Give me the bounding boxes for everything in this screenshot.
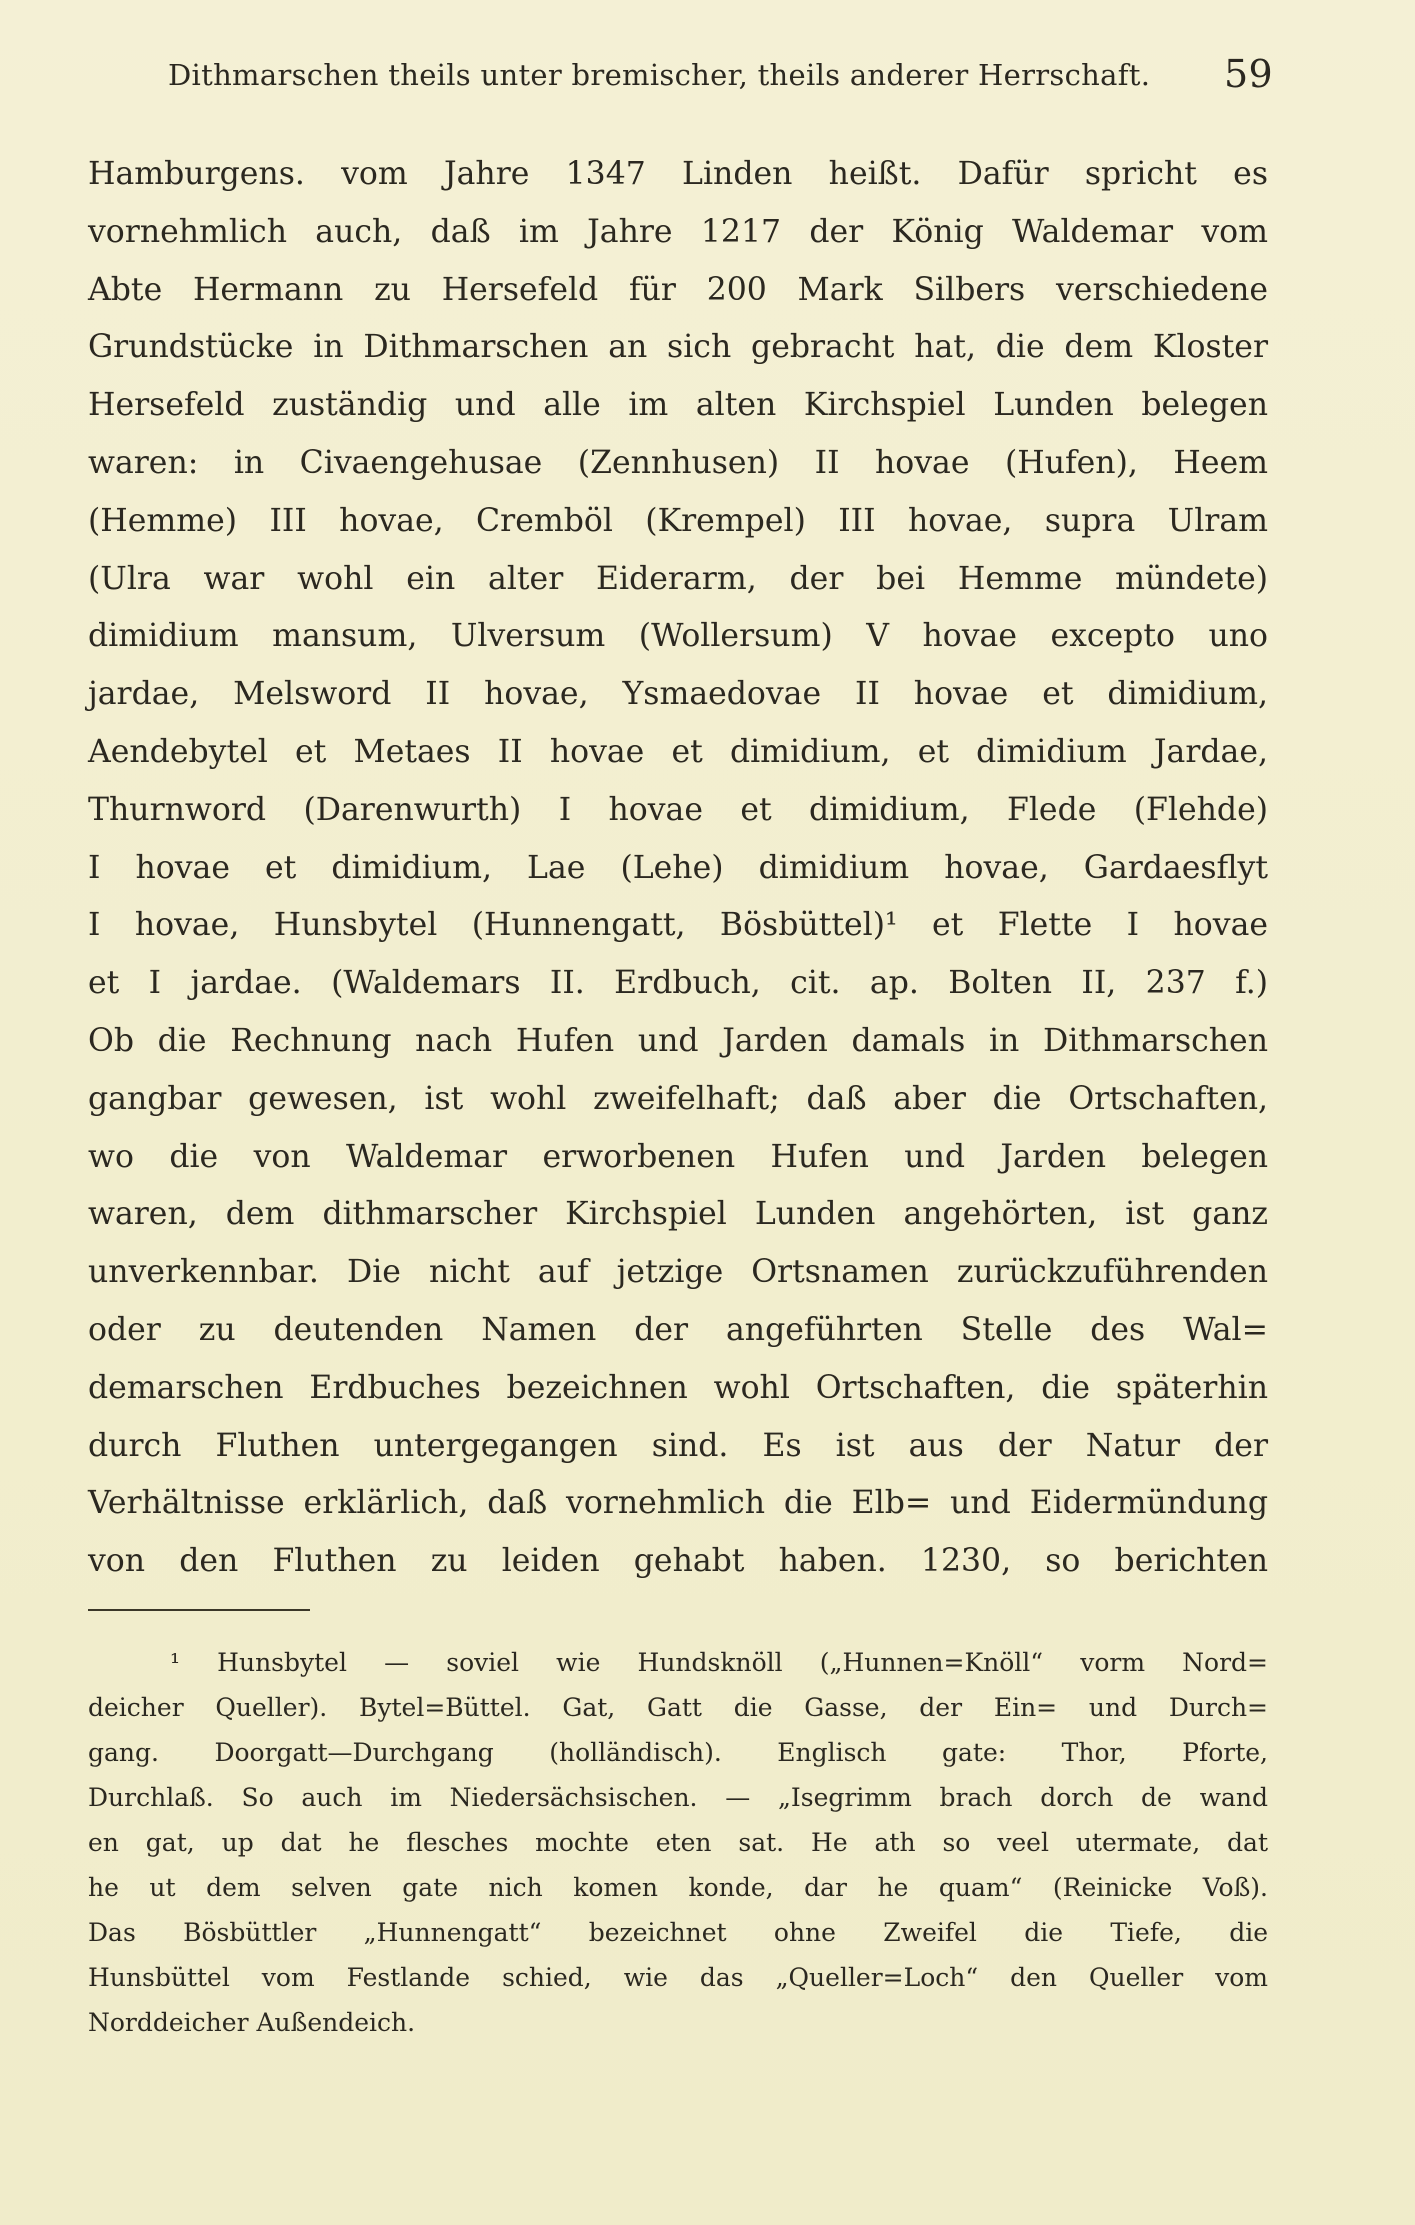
- text-line: (Hemme) III hovae, Cremböl (Krempel) III hovae, supra Ulram: [88, 502, 1268, 539]
- running-header: [88, 52, 1273, 102]
- main-text: [88, 146, 1268, 1591]
- footnote-line: gang. Doorgatt—Durchgang (holländisch). Englisch gate: Thor, Pforte,: [88, 1738, 1268, 1767]
- text-line: waren: in Civaengehusae (Zennhusen) II hovae (Hufen), Heem: [88, 444, 1268, 481]
- footnote-line: en gat, up dat he flesches mochte eten sat. He ath so veel utermate, dat: [88, 1828, 1268, 1857]
- text-line: waren, dem dithmarscher Kirchspiel Lunden angehörten, ist ganz: [88, 1196, 1268, 1233]
- text-line: dimidium mansum, Ulversum (Wollersum) V hovae excepto uno: [88, 618, 1268, 655]
- text-line: von den Fluthen zu leiden gehabt haben. 1230, so berichten: [88, 1543, 1268, 1580]
- page-number: 59: [1224, 52, 1273, 96]
- text-line: gangbar gewesen, ist wohl zweifelhaft; daß aber die Ortschaften,: [88, 1080, 1268, 1117]
- header-title: Dithmarschen theils unter bremischer, theils anderer Herrschaft.: [168, 58, 1151, 92]
- text-line: (Ulra war wohl ein alter Eiderarm, der bei Hemme mündete): [88, 560, 1268, 597]
- text-line: Abte Hermann zu Hersefeld für 200 Mark Silbers verschiedene: [88, 271, 1268, 308]
- text-line: I hovae, Hunsbytel (Hunnengatt, Bösbüttel)¹ et Flette I hovae: [88, 907, 1268, 944]
- footnote-line: Norddeicher Außendeich.: [88, 2008, 416, 2037]
- text-line: Aendebytel et Metaes II hovae et dimidium, et dimidium Jardae,: [88, 733, 1268, 770]
- footnote-line: Hunsbüttel vom Festlande schied, wie das „Queller=Loch“ den Queller vom: [88, 1963, 1268, 1992]
- text-line: demarschen Erdbuches bezeichnen wohl Ortschaften, die späterhin: [88, 1369, 1268, 1406]
- text-line: Grundstücke in Dithmarschen an sich gebracht hat, die dem Kloster: [88, 329, 1268, 366]
- footnote-separator: [88, 1609, 310, 1611]
- text-line: I hovae et dimidium, Lae (Lehe) dimidium hovae, Gardaesflyt: [88, 849, 1268, 886]
- text-line: unverkennbar. Die nicht auf jetzige Ortsnamen zurückzuführenden: [88, 1254, 1268, 1291]
- footnote-line: Durchlaß. So auch im Niedersächsischen. — „Isegrimm brach dorch de wand: [88, 1783, 1268, 1812]
- text-line: Hersefeld zuständig und alle im alten Kirchspiel Lunden belegen: [88, 387, 1268, 424]
- footnote-line: deicher Queller). Bytel=Büttel. Gat, Gatt die Gasse, der Ein= und Durch=: [88, 1693, 1268, 1722]
- text-line: Verhältnisse erklärlich, daß vornehmlich die Elb= und Eidermündung: [88, 1485, 1268, 1522]
- text-line: Thurnword (Darenwurth) I hovae et dimidium, Flede (Flehde): [88, 791, 1268, 828]
- text-line: jardae, Melsword II hovae, Ysmaedovae II hovae et dimidium,: [88, 676, 1268, 713]
- text-line: Ob die Rechnung nach Hufen und Jarden damals in Dithmarschen: [88, 1022, 1268, 1059]
- footnote-line: he ut dem selven gate nich komen konde, dar he quam“ (Reinicke Voß).: [88, 1873, 1268, 1902]
- text-line: vornehmlich auch, daß im Jahre 1217 der König Waldemar vom: [88, 213, 1268, 250]
- text-line: et I jardae. (Waldemars II. Erdbuch, cit. ap. Bolten II, 237 f.): [88, 965, 1268, 1002]
- text-line: Hamburgens. vom Jahre 1347 Linden heißt. Dafür spricht es: [88, 156, 1268, 192]
- footnote: [88, 1640, 1268, 2045]
- text-line: wo die von Waldemar erworbenen Hufen und Jarden belegen: [88, 1138, 1268, 1175]
- footnote-line: ¹ Hunsbytel — soviel wie Hundsknöll („Hunnen=Knöll“ vorm Nord=: [170, 1648, 1268, 1677]
- text-line: durch Fluthen untergegangen sind. Es ist aus der Natur der: [88, 1427, 1268, 1464]
- footnote-line: Das Bösbüttler „Hunnengatt“ bezeichnet ohne Zweifel die Tiefe, die: [88, 1918, 1268, 1947]
- text-line: oder zu deutenden Namen der angeführten Stelle des Wal=: [88, 1311, 1268, 1348]
